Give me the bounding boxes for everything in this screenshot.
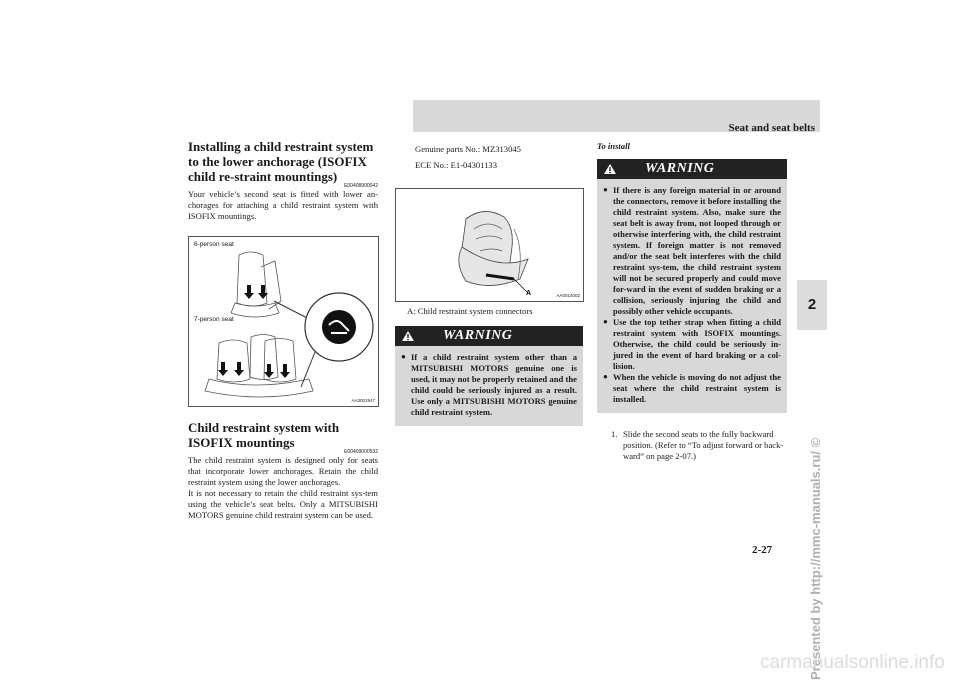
- figure-code: AA3001947: [351, 397, 375, 403]
- child-seat-illustration: [396, 189, 583, 301]
- seven-person-label: 7-person seat: [194, 315, 234, 323]
- chapter-tab-number: 2: [807, 296, 817, 313]
- page-number: 2-27: [752, 544, 773, 556]
- warning-item: ● If a child restraint system other than a MITSUBISHI MOTORS genuine one is used, it may not be properly retained and the child could be seriously injured as a result. Use only a MITSUBISHI MOTORS genuine child restraint system.: [401, 351, 577, 417]
- warning-header: [597, 159, 787, 179]
- bullet-icon: ●: [401, 351, 406, 361]
- section-code: E00409000532: [344, 448, 378, 455]
- bullet-icon: ●: [603, 372, 608, 381]
- install-title: To install: [597, 141, 630, 151]
- section-code: E00408900042: [344, 182, 378, 189]
- seat-anchorage-figure: [188, 236, 379, 407]
- isofix-section-title: Installing a child restraint system to the lower anchorage (ISOFIX child re-straint mountings): [188, 139, 374, 184]
- figure-caption: A: Child restraint system connectors: [407, 305, 533, 316]
- warning-item: ● When the vehicle is moving do not adjust the seat where the child restraint system is installed.: [603, 372, 781, 404]
- column-right: [597, 141, 787, 462]
- column-middle: [395, 141, 583, 426]
- seat-illustration: [189, 237, 378, 406]
- ece-number: ECE No.: E1-04301133: [415, 160, 498, 171]
- bullet-icon: ●: [603, 185, 608, 194]
- section-header-title: Seat and seat belts: [728, 122, 815, 134]
- figure-code: AA0014002: [556, 292, 580, 298]
- warning-box-install: [597, 159, 787, 413]
- child-seat-figure: [395, 188, 584, 302]
- warning-triangle-icon: [395, 326, 421, 346]
- isofix-intro-text: Your vehicle’s second seat is fitted with lower an-chorages for attaching a child restraint system with ISOFIX mountings.: [188, 188, 378, 221]
- six-person-label: 6-person seat: [194, 240, 234, 248]
- side-credit: Presented by http://mmc-manuals.ru/ ©: [808, 437, 823, 680]
- part-numbers: [395, 141, 583, 174]
- connector-marker-a: A: [526, 289, 532, 297]
- isofix-body-text: It is not necessary to retain the child restraint sys-tem using the vehicle’s seat belts. Only a MITSUBISHI MOTORS genuine child restraint system can be used.: [188, 487, 378, 520]
- isofix-child-restraint-title: Child restraint system with ISOFIX mountings: [188, 419, 340, 450]
- warning-header: [395, 326, 583, 346]
- warning-triangle-icon: [597, 159, 623, 179]
- watermark-link[interactable]: carmanualsonline.info: [760, 652, 945, 673]
- warning-item: ● If there is any foreign material in or around the connectors, remove it before installing the child restraint system. Also, make sure the seat belt is away from, not looped through or otherwise interfering with, the child restraint system. If foreign matter is not removed and/or the seat belt interferes with the child restraint sys-tem, the child restraint system will not be secured properly and could move for-ward in the event of sudden braking or a collision, seriously injuring the child and possibly other vehicle occupants.: [603, 185, 781, 316]
- genuine-part-number: Genuine parts No.: MZ313045: [415, 144, 521, 154]
- chapter-tab: [797, 280, 827, 330]
- bullet-icon: ●: [603, 317, 608, 326]
- warning-box-genuine: [395, 326, 583, 426]
- column-left: [188, 140, 378, 521]
- isofix-body-text: The child restraint system is designed only for seats that incorporate lower anchorages. Retain the child restraint system using the lower anchorages.: [188, 454, 378, 487]
- warning-item: ● Use the top tether strap when fitting a child restraint system with ISOFIX mountings. Otherwise, the child could be seriously in-jured in the event of hard braking or a col-lision.: [603, 317, 781, 371]
- warning-title: WARNING: [443, 327, 513, 343]
- install-step: 1. Slide the second seats to the fully backward position. (Refer to “To adjust forward or back-ward” on page 2-07.): [611, 429, 784, 461]
- warning-title: WARNING: [645, 161, 715, 176]
